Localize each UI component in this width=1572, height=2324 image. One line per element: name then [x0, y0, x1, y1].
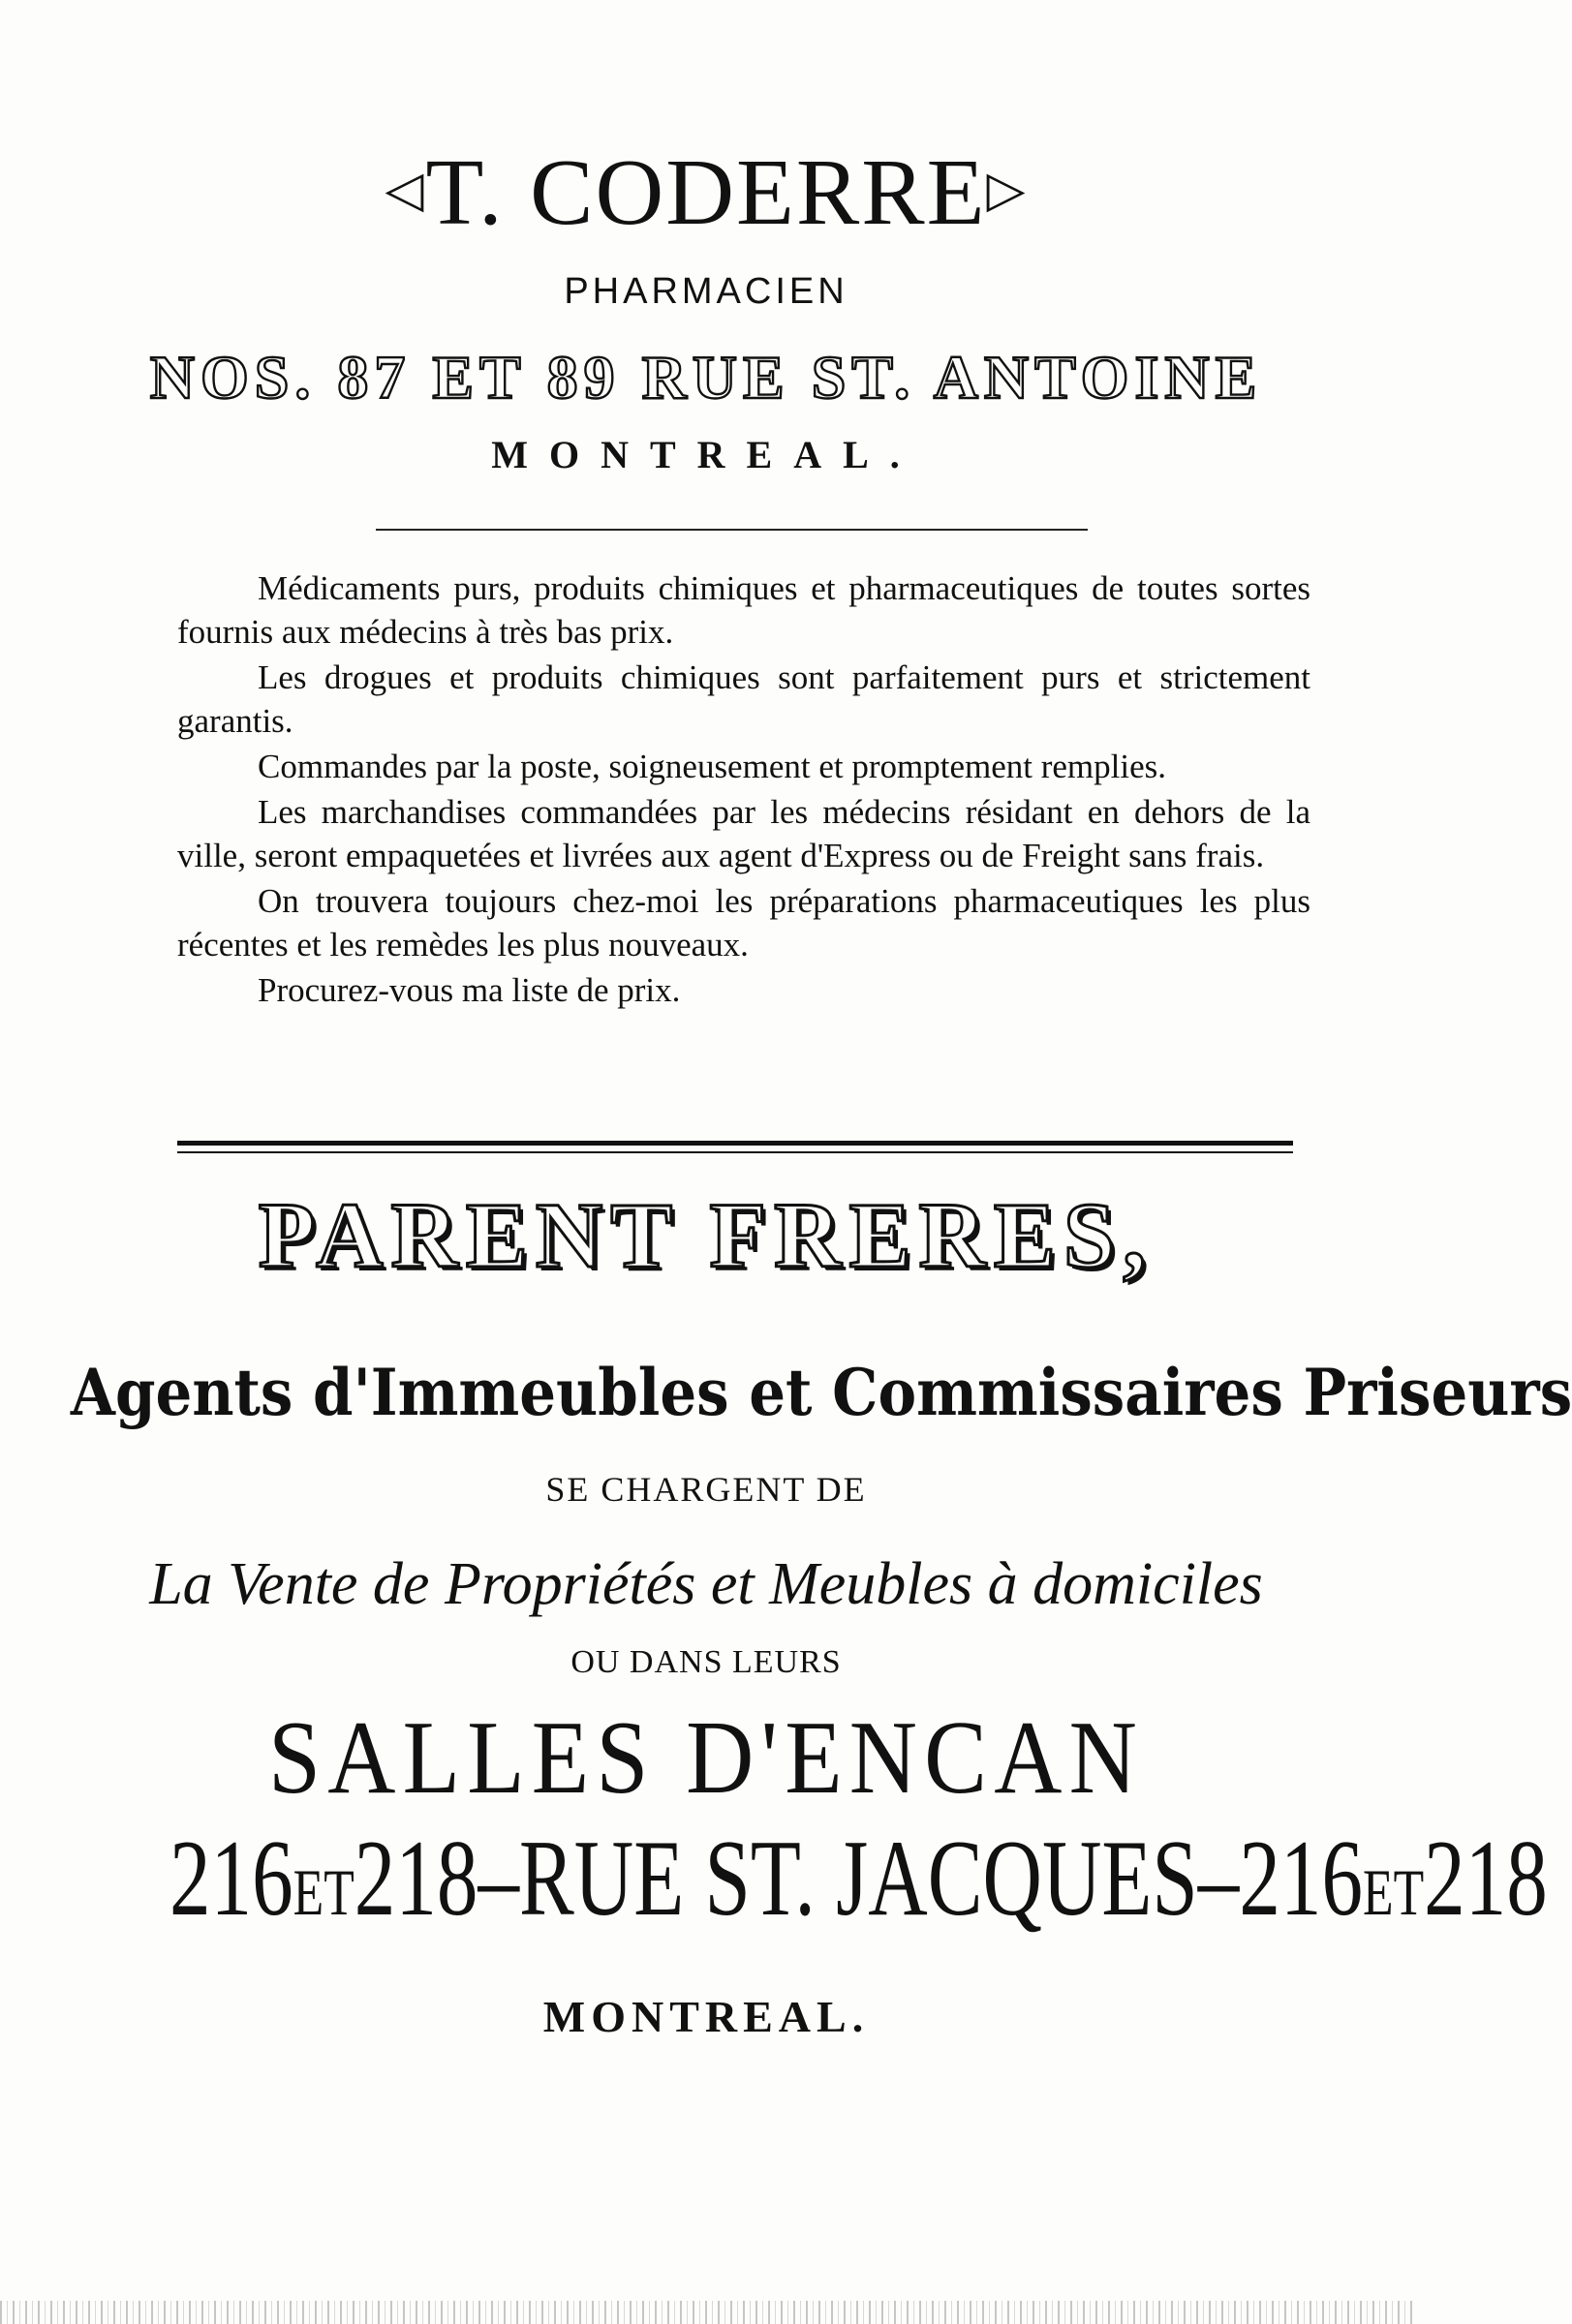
- left-ornament-icon: ◁: [385, 162, 426, 218]
- parent-city: MONTREAL.: [542, 1992, 870, 2041]
- address-part: ET: [293, 1855, 354, 1929]
- divider-thin: [177, 1151, 1293, 1153]
- coderre-name: T. CODERRE: [425, 140, 987, 245]
- right-ornament-icon: ▷: [986, 162, 1028, 218]
- coderre-profession: PHARMACIEN: [564, 271, 848, 312]
- parent-agents: Agents d'Immeubles et Commissaires Priseurs: [70, 1355, 1572, 1430]
- paragraph: Procurez-vous ma liste de prix.: [258, 971, 681, 1009]
- paragraph: Commandes par la poste, soigneusement et promptement remplies.: [258, 748, 1166, 785]
- parent-charge: SE CHARGENT DE: [545, 1470, 867, 1509]
- parent-title: PARENT FRERES,: [258, 1183, 1155, 1287]
- divider-short: [376, 529, 1088, 531]
- address-part: 216: [169, 1819, 293, 1939]
- address-part: 218–RUE ST. JACQUES–216: [354, 1819, 1364, 1939]
- parent-dans: OU DANS LEURS: [570, 1644, 842, 1680]
- parent-salles: SALLES D'ENCAN: [267, 1700, 1145, 1816]
- coderre-address: NOS. 87 ET 89 RUE ST. ANTOINE: [149, 343, 1263, 412]
- parent-address: [169, 1819, 1548, 1939]
- paragraph: Les marchandises commandées par les médecins résidant en dehors de la ville, seront empaquetées et livrées aux agent d'Express ou de Freight sans frais.: [177, 793, 1310, 874]
- divider-thick: [177, 1141, 1293, 1146]
- address-part: 218: [1424, 1819, 1548, 1939]
- coderre-city: MONTREAL.: [491, 433, 921, 476]
- address-part: ET: [1363, 1855, 1425, 1929]
- paragraph: Les drogues et produits chimiques sont parfaitement purs et strictement garantis.: [177, 658, 1310, 740]
- coderre-body: [177, 566, 1310, 1014]
- coderre-title: [0, 140, 1412, 245]
- parent-vente: La Vente de Propriétés et Meubles à domiciles: [149, 1551, 1263, 1617]
- page-edge-speckle: [0, 2301, 1412, 2324]
- paragraph: Médicaments purs, produits chimiques et pharmaceutiques de toutes sortes fournis aux médecins à très bas prix.: [177, 569, 1310, 651]
- paragraph: On trouvera toujours chez-moi les préparations pharmaceutiques les plus récentes et les remèdes les plus nouveaux.: [177, 882, 1310, 963]
